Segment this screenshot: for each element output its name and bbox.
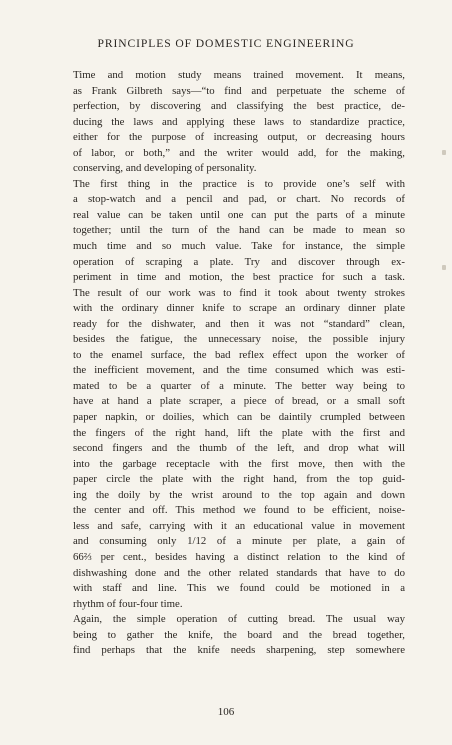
text-line: into the garbage receptacle with the first move, then with the bbox=[73, 457, 405, 470]
text-line: with the ordinary dinner knife to scrape an ordinary dinner plate bbox=[73, 302, 405, 315]
text-line: real value can be taken until one can put the parts of a minute bbox=[73, 208, 405, 221]
text-line: perfection, by discovering and classifying the best practice, de- bbox=[73, 100, 405, 113]
text-line: paper circle the plate with the right hand, from the top guid- bbox=[73, 473, 405, 486]
text-line: together; until the turn of the hand can be made to mean so bbox=[73, 224, 405, 237]
text-line: conserving, and developing of personality. bbox=[73, 162, 257, 175]
text-line: operation of scraping a plate. Try and discover through ex- bbox=[73, 255, 405, 268]
text-line: as Frank Gilbreth says—“to find and perpetuate the scheme of bbox=[73, 84, 405, 97]
text-line: ready for the dishwater, and then it was not “standard” clean, bbox=[73, 317, 405, 330]
text-line: Time and motion study means trained movement. It means, bbox=[73, 69, 405, 81]
text-line: 66⅔ per cent., besides having a distinct relation to the kind of bbox=[73, 550, 405, 563]
paragraph-3 bbox=[59, 612, 405, 659]
paragraph-1 bbox=[59, 68, 405, 177]
text-line: with staff and line. This we found could be motioned in a bbox=[73, 582, 405, 595]
text-line: paper napkin, or doilies, which can be daintily crumpled between bbox=[73, 411, 405, 424]
text-line: The result of our work was to find it took about twenty strokes bbox=[73, 286, 405, 299]
text-line: less and safe, carrying with it an educational value in movement bbox=[73, 519, 405, 532]
paragraph-2 bbox=[59, 177, 405, 612]
margin-mark bbox=[442, 150, 446, 155]
text-line: mated to be a quarter of a minute. The better way being to bbox=[73, 379, 405, 392]
margin-mark bbox=[442, 265, 446, 270]
text-line: The first thing in the practice is to provide one’s self with bbox=[73, 177, 405, 190]
text-line: and consuming only 1/12 of a minute per plate, a gain of bbox=[73, 535, 405, 548]
running-head: PRINCIPLES OF DOMESTIC ENGINEERING bbox=[97, 37, 355, 50]
text-line: either for the purpose of increasing output, or decreasing hours bbox=[73, 131, 405, 144]
text-line: the center and off. This method we found to be efficient, noise- bbox=[73, 504, 405, 517]
text-line: rhythm of four-four time. bbox=[73, 597, 183, 610]
text-line: the fingers of the right hand, lift the plate with the first and bbox=[73, 426, 405, 439]
text-line: to the enamel surface, the bad reflex effect upon the worker of bbox=[73, 348, 405, 361]
text-line: being to gather the knife, the board and the bread together, bbox=[73, 628, 405, 641]
text-line: periment in time and motion, the best practice for such a task. bbox=[73, 271, 405, 284]
text-line: find perhaps that the knife needs sharpening, step somewhere bbox=[73, 644, 405, 657]
text-line: besides the fatigue, the unnecessary noise, the possible injury bbox=[73, 333, 405, 346]
text-line: dishwashing done and the other related standards that have to do bbox=[73, 566, 405, 579]
text-line: Again, the simple operation of cutting bread. The usual way bbox=[73, 613, 405, 626]
text-line: ducing the laws and applying these laws to standardize practice, bbox=[73, 115, 405, 128]
text-line: ing the doily by the wrist around to the top again and down bbox=[73, 488, 405, 501]
text-line: much time and so much value. Take for instance, the simple bbox=[73, 240, 405, 253]
text-line: second fingers and the thumb of the left, and drop what will bbox=[73, 442, 405, 455]
page-number: 106 bbox=[217, 706, 235, 718]
text-line: have at hand a plate scraper, a piece of bread, or a small soft bbox=[73, 395, 405, 408]
text-line: of labor, or both,” and the writer would add, for the making, bbox=[73, 146, 405, 159]
body-text bbox=[59, 68, 405, 659]
text-line: a stop-watch and a pencil and pad, or chart. No records of bbox=[73, 193, 405, 206]
text-line: the inefficient movement, and the time consumed which was esti- bbox=[73, 364, 405, 377]
